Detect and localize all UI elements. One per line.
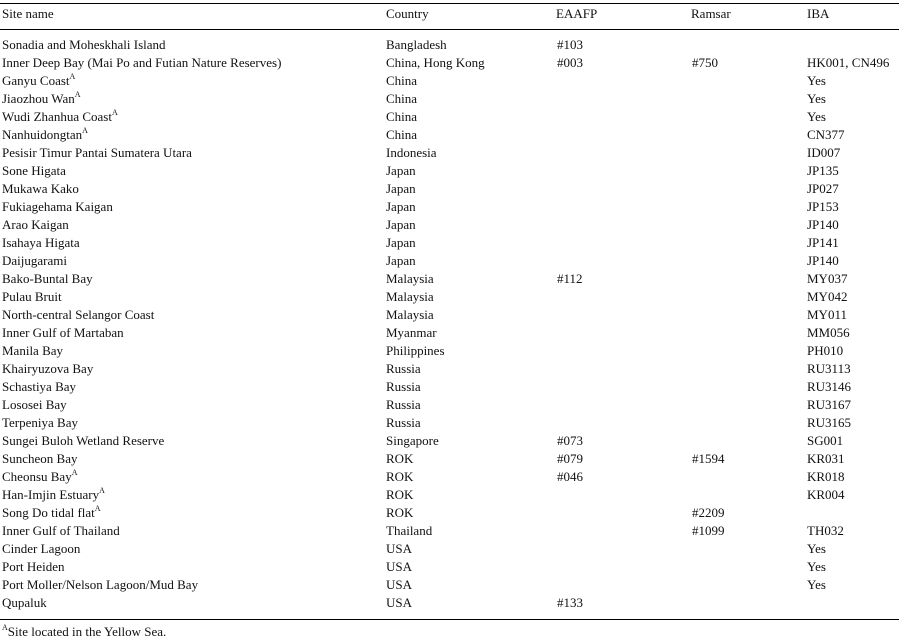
table-row bbox=[0, 90, 899, 108]
footnote-marker: A bbox=[71, 468, 78, 477]
eaafp-cell: #046 bbox=[557, 469, 583, 484]
site-name-cell bbox=[2, 144, 192, 162]
ramsar-cell: #1099 bbox=[692, 523, 725, 538]
site-name-text: Inner Gulf of Thailand bbox=[2, 523, 120, 538]
country-cell: Myanmar bbox=[386, 325, 437, 340]
country-cell: Russia bbox=[386, 379, 421, 394]
table-row bbox=[0, 378, 899, 396]
site-name-text: Arao Kaigan bbox=[2, 217, 69, 232]
iba-cell: JP140 bbox=[807, 217, 839, 232]
table-row bbox=[0, 36, 899, 54]
iba-cell: Yes bbox=[807, 91, 826, 106]
country-cell: China bbox=[386, 109, 418, 124]
site-name-text: Pulau Bruit bbox=[2, 289, 62, 304]
table-row bbox=[0, 180, 899, 198]
iba-cell: KR004 bbox=[807, 487, 845, 502]
site-name-text: Cinder Lagoon bbox=[2, 541, 81, 556]
iba-cell: Yes bbox=[807, 541, 826, 556]
ramsar-cell: #750 bbox=[692, 55, 718, 70]
country-cell: USA bbox=[386, 559, 413, 574]
iba-cell: Yes bbox=[807, 109, 826, 124]
iba-cell: MM056 bbox=[807, 325, 850, 340]
iba-cell: PH010 bbox=[807, 343, 844, 358]
country-cell: China bbox=[386, 127, 418, 142]
country-cell: ROK bbox=[386, 487, 414, 502]
site-name-cell bbox=[2, 36, 166, 54]
table-row bbox=[0, 468, 899, 486]
header-site-name: Site name bbox=[2, 6, 54, 21]
site-name-cell bbox=[2, 306, 154, 324]
site-name-text: Manila Bay bbox=[2, 343, 64, 358]
table-row bbox=[0, 72, 899, 90]
iba-cell: MY037 bbox=[807, 271, 848, 286]
iba-cell: Yes bbox=[807, 559, 826, 574]
ramsar-cell: #2209 bbox=[692, 505, 725, 520]
site-name-text: Fukiagehama Kaigan bbox=[2, 199, 113, 214]
site-name-cell bbox=[2, 504, 101, 522]
table-row bbox=[0, 432, 899, 450]
iba-cell: JP027 bbox=[807, 181, 839, 196]
table-row bbox=[0, 360, 899, 378]
bottom-rule bbox=[0, 619, 899, 620]
site-name-cell bbox=[2, 108, 118, 126]
site-name-text: Schastiya Bay bbox=[2, 379, 77, 394]
site-name-text: Ganyu Coast bbox=[2, 73, 70, 88]
country-cell: Japan bbox=[386, 217, 416, 232]
site-name-cell bbox=[2, 414, 78, 432]
site-name-text: Sonadia and Moheskhali Island bbox=[2, 37, 166, 52]
site-name-cell bbox=[2, 594, 47, 612]
footnote-marker: A bbox=[69, 72, 76, 81]
table-row bbox=[0, 270, 899, 288]
table-row bbox=[0, 252, 899, 270]
iba-cell: Yes bbox=[807, 577, 826, 592]
site-name-text: Nanhuidongtan bbox=[2, 127, 83, 142]
country-cell: Bangladesh bbox=[386, 37, 447, 52]
site-name-cell bbox=[2, 72, 75, 90]
site-name-text: Inner Deep Bay (Mai Po and Futian Nature Reserves) bbox=[2, 55, 282, 70]
country-cell: Russia bbox=[386, 361, 421, 376]
table-row bbox=[0, 486, 899, 504]
site-name-cell bbox=[2, 432, 164, 450]
iba-cell: MY011 bbox=[807, 307, 847, 322]
country-cell: Indonesia bbox=[386, 145, 437, 160]
iba-cell: SG001 bbox=[807, 433, 844, 448]
table-row bbox=[0, 324, 899, 342]
iba-cell: JP153 bbox=[807, 199, 839, 214]
iba-cell: TH032 bbox=[807, 523, 844, 538]
table-row bbox=[0, 288, 899, 306]
site-name-cell bbox=[2, 522, 120, 540]
site-name-cell bbox=[2, 90, 81, 108]
table-header-row bbox=[0, 5, 899, 23]
table-row bbox=[0, 450, 899, 468]
country-cell: Thailand bbox=[386, 523, 433, 538]
eaafp-cell: #003 bbox=[557, 55, 583, 70]
header-ramsar: Ramsar bbox=[691, 6, 731, 21]
site-name-text: Bako-Buntal Bay bbox=[2, 271, 93, 286]
table-row bbox=[0, 144, 899, 162]
site-name-text: Suncheon Bay bbox=[2, 451, 78, 466]
site-name-cell bbox=[2, 576, 198, 594]
top-rule bbox=[0, 3, 899, 4]
iba-cell: RU3167 bbox=[807, 397, 852, 412]
site-name-cell bbox=[2, 378, 76, 396]
iba-cell: MY042 bbox=[807, 289, 848, 304]
ramsar-cell: #1594 bbox=[692, 451, 725, 466]
country-cell: China bbox=[386, 73, 418, 88]
eaafp-cell: #133 bbox=[557, 595, 583, 610]
site-name-cell bbox=[2, 324, 124, 342]
site-name-cell bbox=[2, 270, 93, 288]
site-name-text: Cheonsu Bay bbox=[2, 469, 72, 484]
country-cell: China, Hong Kong bbox=[386, 55, 485, 70]
iba-cell: RU3165 bbox=[807, 415, 852, 430]
site-name-text: Port Heiden bbox=[2, 559, 65, 574]
footnote-marker: A bbox=[99, 486, 105, 495]
table-row bbox=[0, 522, 899, 540]
site-name-text: Lososei Bay bbox=[2, 397, 67, 412]
site-name-text: Pesisir Timur Pantai Sumatera Utara bbox=[2, 145, 192, 160]
site-name-cell bbox=[2, 558, 64, 576]
table-row bbox=[0, 504, 899, 522]
iba-cell: KR031 bbox=[807, 451, 845, 466]
footnote-text: Site located in the Yellow Sea. bbox=[7, 624, 167, 639]
site-name-cell bbox=[2, 198, 113, 216]
site-name-text: Sone Higata bbox=[2, 163, 66, 178]
country-cell: Singapore bbox=[386, 433, 439, 448]
site-name-cell bbox=[2, 126, 88, 144]
site-name-text: Inner Gulf of Martaban bbox=[2, 325, 124, 340]
country-cell: USA bbox=[386, 577, 413, 592]
table-row bbox=[0, 234, 899, 252]
country-cell: ROK bbox=[386, 451, 414, 466]
table-row bbox=[0, 54, 899, 72]
country-cell: Japan bbox=[386, 235, 416, 250]
iba-cell: CN377 bbox=[807, 127, 845, 142]
table-row bbox=[0, 576, 899, 594]
site-name-cell bbox=[2, 252, 67, 270]
eaafp-cell: #112 bbox=[557, 271, 583, 286]
site-name-cell bbox=[2, 54, 281, 72]
table-row bbox=[0, 108, 899, 126]
site-name-text: Isahaya Higata bbox=[2, 235, 80, 250]
site-name-text: Jiaozhou Wan bbox=[2, 91, 75, 106]
site-name-cell bbox=[2, 360, 93, 378]
table-row bbox=[0, 594, 899, 612]
table-row bbox=[0, 306, 899, 324]
site-name-text: Sungei Buloh Wetland Reserve bbox=[2, 433, 165, 448]
site-name-text: Daijugarami bbox=[2, 253, 67, 268]
site-name-cell bbox=[2, 162, 66, 180]
site-name-text: Mukawa Kako bbox=[2, 181, 79, 196]
footnote-marker: A bbox=[111, 108, 118, 117]
country-cell: ROK bbox=[386, 469, 414, 484]
table-row bbox=[0, 414, 899, 432]
country-cell: Japan bbox=[386, 253, 416, 268]
table-row bbox=[0, 162, 899, 180]
country-cell: China bbox=[386, 91, 418, 106]
country-cell: USA bbox=[386, 541, 413, 556]
country-cell: Philippines bbox=[386, 343, 445, 358]
footnote-marker: A bbox=[74, 90, 81, 99]
iba-cell: JP140 bbox=[807, 253, 839, 268]
table-row bbox=[0, 126, 899, 144]
table-row bbox=[0, 216, 899, 234]
site-name-text: Wudi Zhanhua Coast bbox=[2, 109, 112, 124]
site-name-cell bbox=[2, 486, 105, 504]
country-cell: Malaysia bbox=[386, 289, 434, 304]
country-cell: Japan bbox=[386, 163, 416, 178]
site-name-text: Han-Imjin Estuary bbox=[2, 487, 100, 502]
site-name-text: Song Do tidal flat bbox=[2, 505, 95, 520]
site-name-cell bbox=[2, 216, 69, 234]
country-cell: Malaysia bbox=[386, 307, 434, 322]
site-name-cell bbox=[2, 180, 79, 198]
iba-cell: JP135 bbox=[807, 163, 839, 178]
site-name-cell bbox=[2, 450, 77, 468]
iba-cell: HK001, CN496 bbox=[807, 55, 890, 70]
header-rule bbox=[0, 29, 899, 30]
table-row bbox=[0, 558, 899, 576]
table-row bbox=[0, 396, 899, 414]
site-name-cell bbox=[2, 540, 80, 558]
site-name-text: Port Moller/Nelson Lagoon/Mud Bay bbox=[2, 577, 199, 592]
eaafp-cell: #073 bbox=[557, 433, 583, 448]
country-cell: USA bbox=[386, 595, 413, 610]
footnote-marker: A bbox=[94, 504, 101, 513]
site-name-text: Terpeniya Bay bbox=[2, 415, 78, 430]
site-name-text: Qupaluk bbox=[2, 595, 47, 610]
header-country: Country bbox=[386, 6, 429, 21]
table-row bbox=[0, 198, 899, 216]
eaafp-cell: #079 bbox=[557, 451, 583, 466]
table-row bbox=[0, 540, 899, 558]
country-cell: Russia bbox=[386, 415, 421, 430]
header-iba: IBA bbox=[807, 6, 830, 21]
country-cell: Malaysia bbox=[386, 271, 434, 286]
header-eaafp: EAAFP bbox=[556, 6, 598, 21]
site-name-cell bbox=[2, 468, 77, 486]
iba-cell: KR018 bbox=[807, 469, 845, 484]
footnote bbox=[2, 623, 166, 641]
footnote-mark: A bbox=[2, 623, 8, 632]
table-row bbox=[0, 342, 899, 360]
site-name-cell bbox=[2, 342, 63, 360]
site-name-text: Khairyuzova Bay bbox=[2, 361, 94, 376]
iba-cell: JP141 bbox=[807, 235, 839, 250]
site-name-text: North-central Selangor Coast bbox=[2, 307, 155, 322]
iba-cell: RU3146 bbox=[807, 379, 852, 394]
iba-cell: ID007 bbox=[807, 145, 841, 160]
site-name-cell bbox=[2, 396, 67, 414]
footnote-marker: A bbox=[82, 126, 88, 135]
site-name-cell bbox=[2, 234, 80, 252]
eaafp-cell: #103 bbox=[557, 37, 583, 52]
iba-cell: Yes bbox=[807, 73, 826, 88]
site-name-cell bbox=[2, 288, 62, 306]
country-cell: Russia bbox=[386, 397, 421, 412]
country-cell: Japan bbox=[386, 181, 416, 196]
country-cell: ROK bbox=[386, 505, 414, 520]
iba-cell: RU3113 bbox=[807, 361, 851, 376]
country-cell: Japan bbox=[386, 199, 416, 214]
